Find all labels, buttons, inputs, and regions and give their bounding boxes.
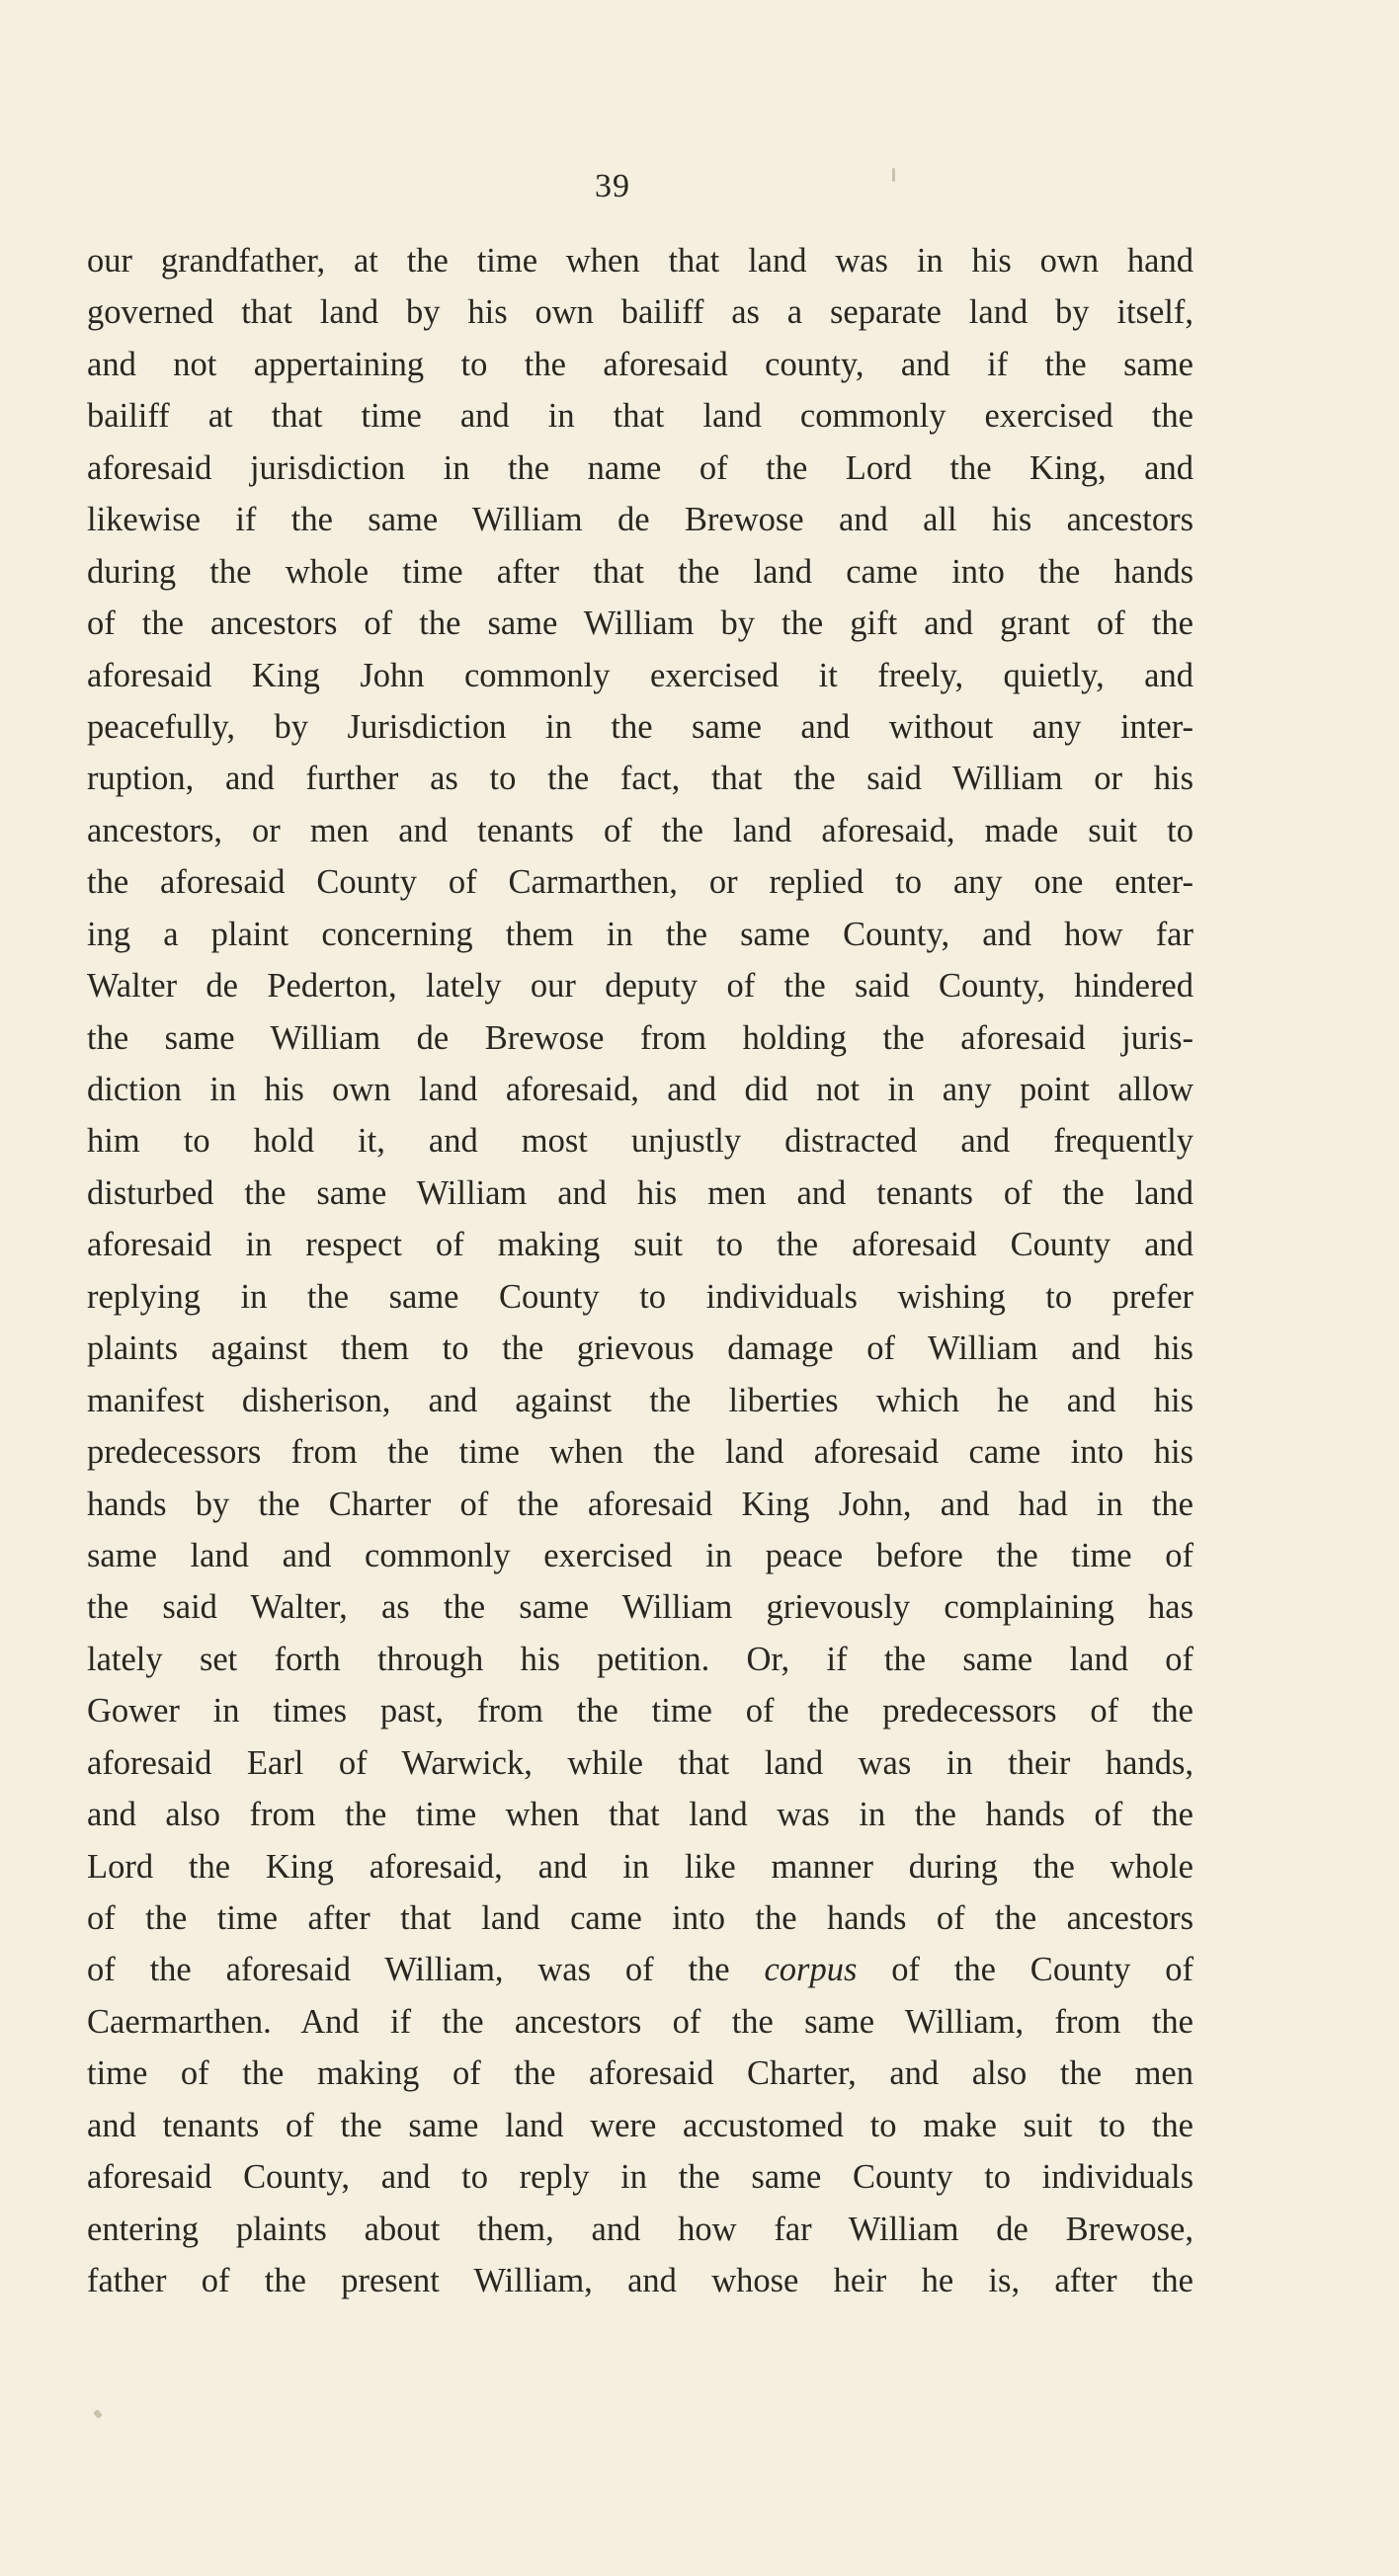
text-line: bailiff at that time and in that land commonly exercised the — [87, 397, 1193, 436]
text-line: and not appertaining to the aforesaid county, and if the same — [87, 345, 1193, 383]
text-line: the aforesaid County of Carmarthen, or replied to any one enter- — [87, 863, 1193, 902]
text-line: plaints against them to the grievous damage of William and his — [87, 1329, 1193, 1368]
text-line: and tenants of the same land were accustomed to make suit to the — [87, 2106, 1193, 2144]
text-line: Caermarthen. And if the ancestors of the same William, from the — [87, 2002, 1193, 2041]
text-line: predecessors from the time when the land aforesaid came into his — [87, 1433, 1193, 1472]
text-line: ing a plaint concerning them in the same County, and how far — [87, 915, 1193, 953]
line-text-after-italic: of the County of — [857, 1951, 1193, 1989]
text-line: aforesaid in respect of making suit to the aforesaid County and — [87, 1226, 1193, 1264]
text-line: Walter de Pederton, lately our deputy of the said County, hindered — [87, 967, 1193, 1006]
text-line: father of the present William, and whose heir he is, after the — [87, 2262, 1193, 2300]
text-line: Lord the King aforesaid, and in like manner during the whole — [87, 1847, 1193, 1886]
text-line: aforesaid County, and to reply in the same County to individuals — [87, 2158, 1193, 2197]
text-line: governed that land by his own bailiff as a separate land by itself, — [87, 293, 1193, 332]
text-line: same land and commonly exercised in peace before the time of — [87, 1536, 1193, 1574]
text-line: Gower in times past, from the time of the predecessors of the — [87, 1692, 1193, 1731]
text-line: disturbed the same William and his men and tenants of the land — [87, 1173, 1193, 1212]
text-line: of the ancestors of the same William by the gift and grant of the — [87, 604, 1193, 643]
text-line: manifest disherison, and against the liberties which he and his — [87, 1381, 1193, 1419]
text-line: aforesaid King John commonly exercised it freely, quietly, and — [87, 656, 1193, 694]
text-line: of the time after that land came into the hands of the ancestors — [87, 1899, 1193, 1937]
paper-speck — [93, 2409, 103, 2419]
text-line: our grandfather, at the time when that land was in his own hand — [87, 242, 1193, 280]
text-line: ruption, and further as to the fact, that the said William or his — [87, 760, 1193, 798]
text-line: likewise if the same William de Brewose and all his ancestors — [87, 501, 1193, 539]
text-line: aforesaid jurisdiction in the name of the Lord the King, and — [87, 448, 1193, 487]
body-text — [87, 235, 1193, 2307]
italic-word: corpus — [764, 1951, 858, 1989]
text-line: and also from the time when that land was in the hands of the — [87, 1796, 1193, 1834]
text-line: peacefully, by Jurisdiction in the same and without any inter- — [87, 707, 1193, 746]
text-line: lately set forth through his petition. Or, if the same land of — [87, 1640, 1193, 1678]
paper-speck — [892, 168, 895, 182]
text-line: the same William de Brewose from holding the aforesaid juris- — [87, 1018, 1193, 1057]
text-line: diction in his own land aforesaid, and did not in any point allow — [87, 1071, 1193, 1108]
text-line: entering plaints about them, and how far William de Brewose, — [87, 2210, 1193, 2248]
text-line: him to hold it, and most unjustly distracted and frequently — [87, 1122, 1193, 1161]
text-line: time of the making of the aforesaid Charter, and also the men — [87, 2054, 1193, 2093]
text-line: replying in the same County to individuals wishing to prefer — [87, 1277, 1193, 1316]
text-line-with-italic — [87, 1944, 1193, 1995]
text-line: ancestors, or men and tenants of the land aforesaid, made suit to — [87, 811, 1193, 849]
text-line: the said Walter, as the same William grievously complaining has — [87, 1588, 1193, 1627]
text-line: during the whole time after that the land came into the hands — [87, 552, 1193, 591]
line-text-before-italic: of the aforesaid William, was of the — [87, 1951, 765, 1989]
page-number: 39 — [595, 168, 630, 204]
text-line: hands by the Charter of the aforesaid King John, and had in the — [87, 1485, 1193, 1523]
text-line: aforesaid Earl of Warwick, while that land was in their hands, — [87, 1743, 1193, 1782]
